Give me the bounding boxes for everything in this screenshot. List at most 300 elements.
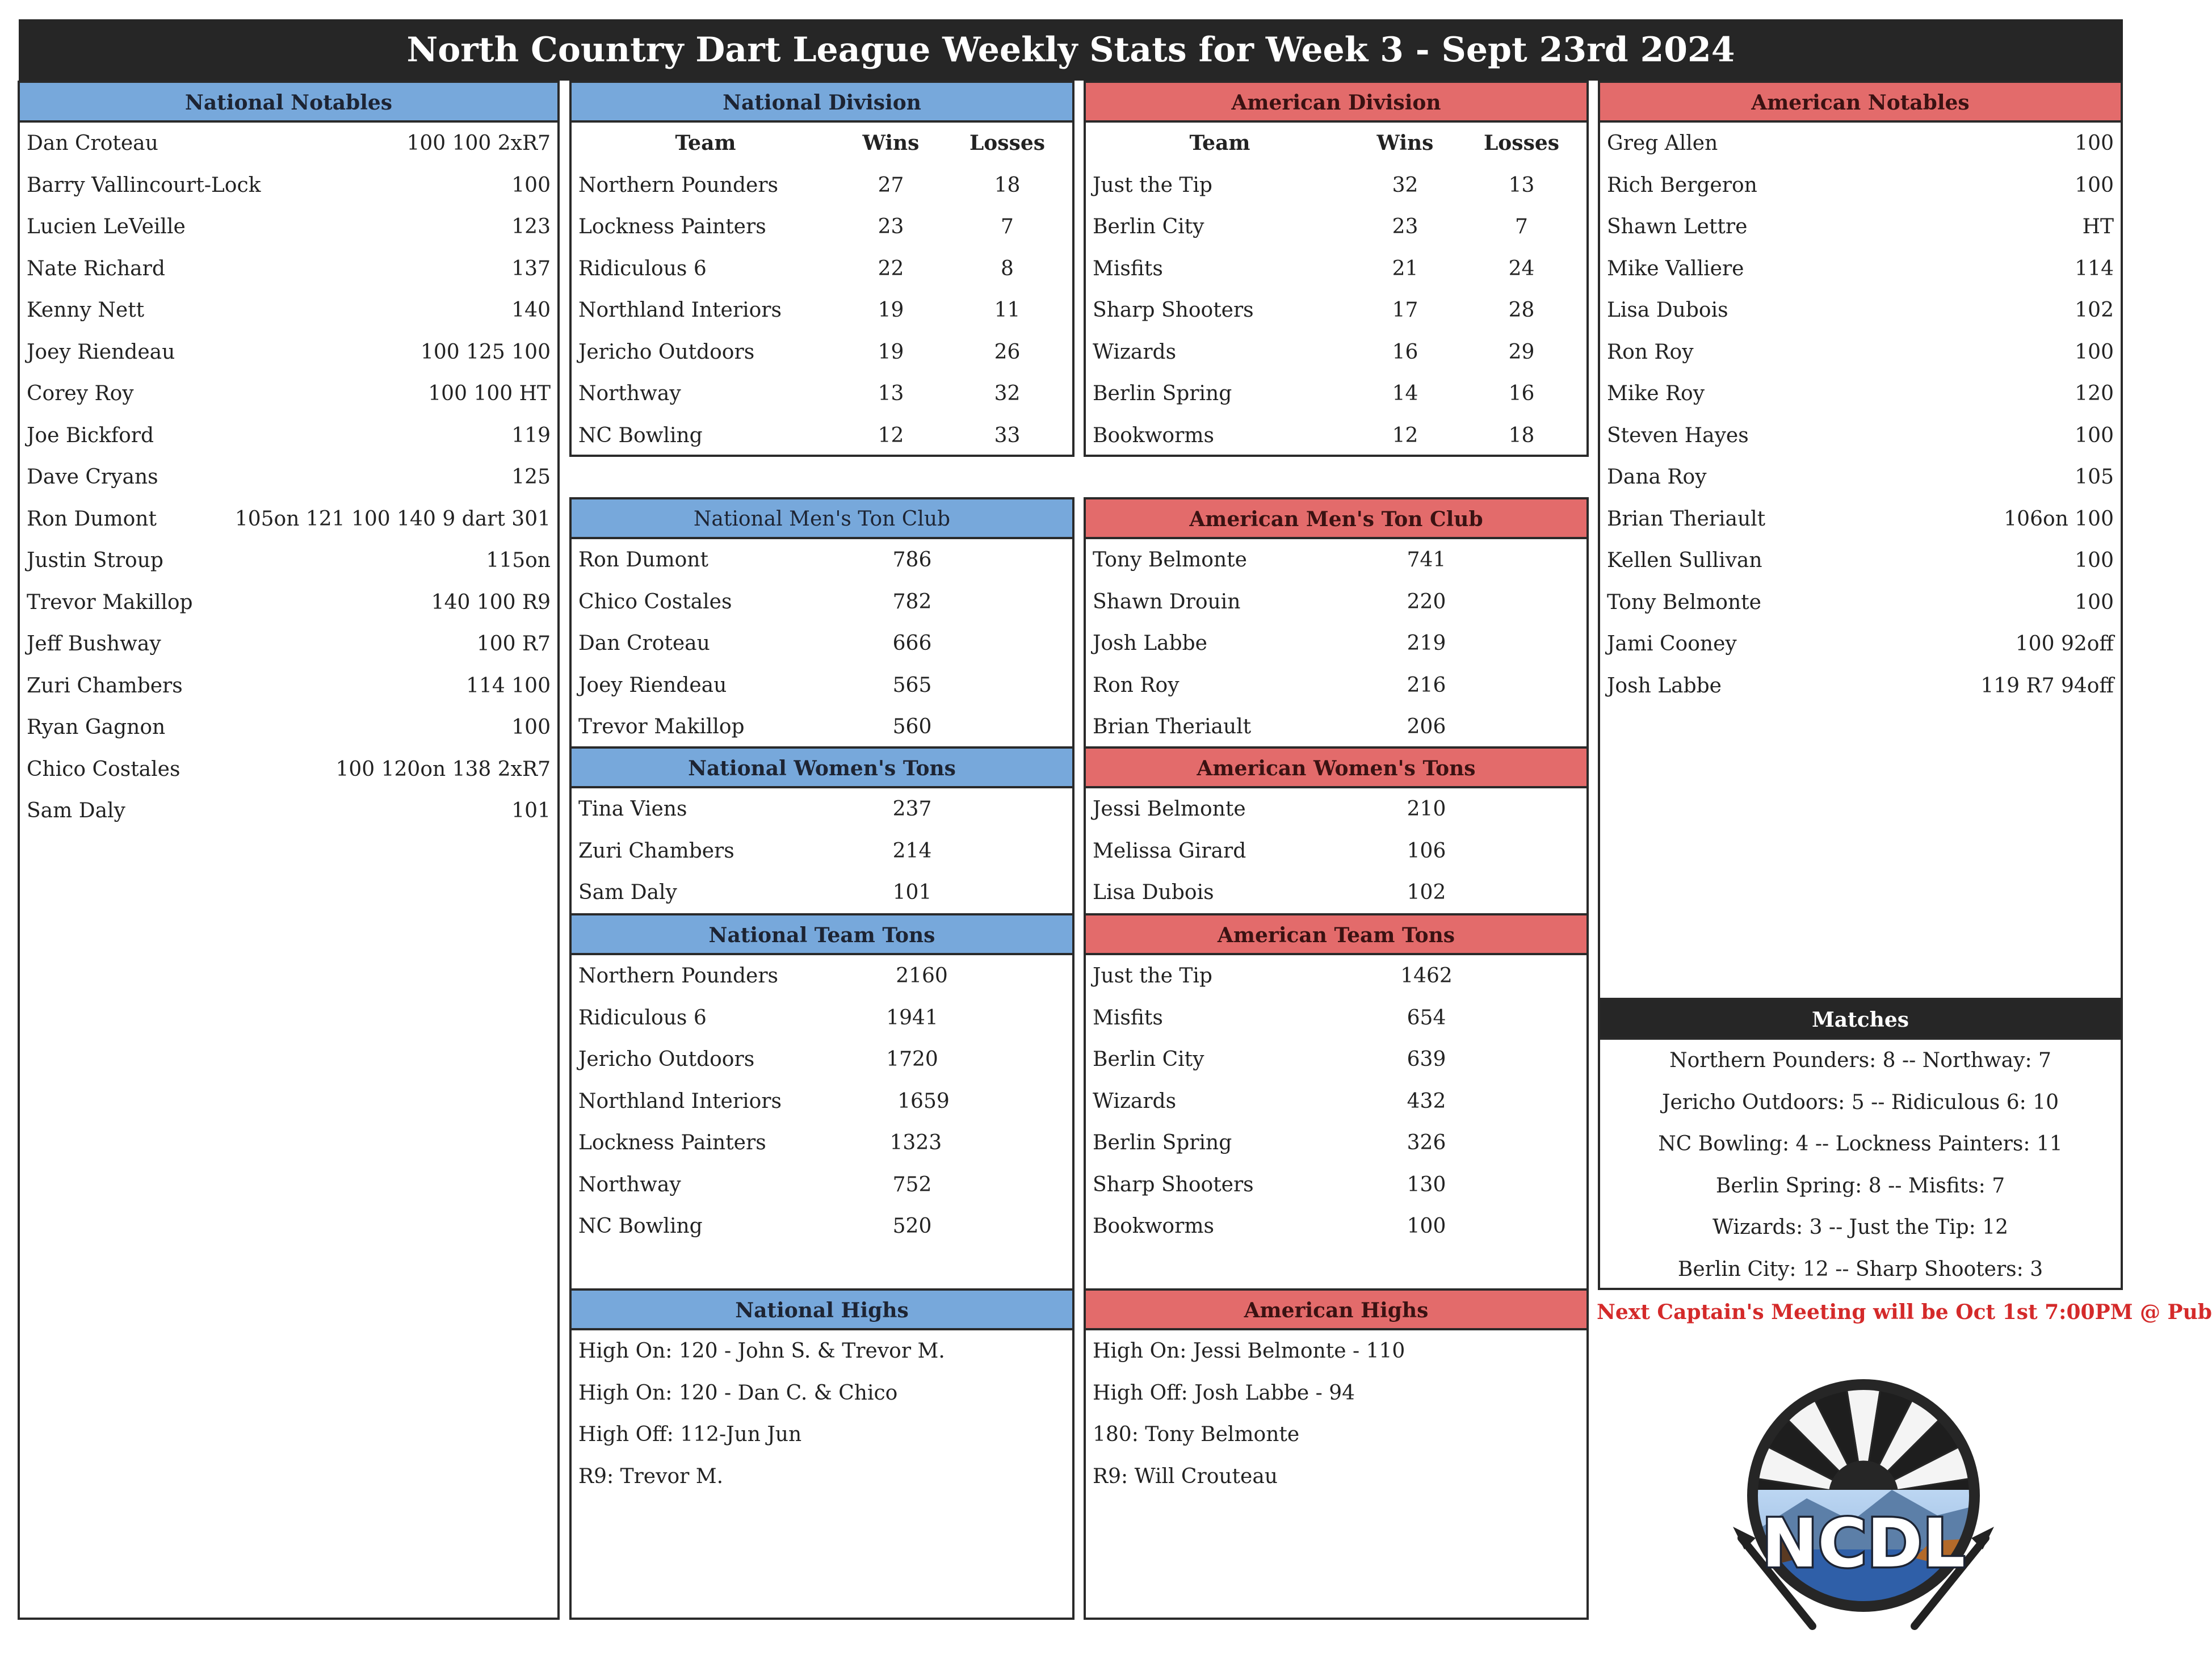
table-row [1600,165,2121,207]
losses-cell: 28 [1508,299,1535,322]
entry-name: Dan Croteau [578,632,710,655]
table-row [1086,872,1586,914]
high-entry: High On: 120 - Dan C. & Chico [578,1381,898,1405]
matches-list [1600,1040,2121,1290]
national-highs-panel [569,1288,1074,1620]
player-name: Trevor Makillop [27,590,193,614]
team-name: Just the Tip [1093,173,1212,197]
table-row [1600,498,2121,540]
notable-value: 100 100 2xR7 [406,132,551,155]
american-womens-tons-panel [1084,746,1589,915]
entry-name: NC Bowling [578,1215,703,1238]
table-row [1086,415,1586,457]
wins-cell: 14 [1392,382,1418,405]
team-column-header: Team [1189,131,1250,155]
player-name: Kenny Nett [27,299,145,322]
table-row [1086,289,1586,331]
table-row [572,665,1072,707]
table-row [1600,289,2121,331]
entry-name: Melissa Girard [1093,839,1246,863]
table-row [20,582,557,624]
american-mens-ton-club-header: American Men's Ton Club [1086,499,1586,539]
table-row [572,165,1072,207]
entry-name: Tony Belmonte [1093,548,1247,572]
ton-count: 130 [1407,1173,1446,1196]
notable-value: 115on [486,549,551,572]
ton-count: 216 [1407,673,1446,697]
player-name: Brian Theriault [1607,507,1766,531]
table-row [1086,623,1586,665]
ton-count: 432 [1407,1089,1446,1113]
table-row [1600,248,2121,290]
table-row [572,1081,1072,1123]
losses-cell: 18 [1508,423,1535,447]
entry-name: Berlin City [1093,1048,1204,1071]
notable-value: 100 [511,173,551,197]
ton-count: 214 [892,839,932,863]
team-name: Wizards [1093,340,1177,364]
table-row [1086,1122,1586,1164]
player-name: Joe Bickford [27,423,154,447]
player-name: Ron Dumont [27,507,157,531]
national-notables-list [20,123,557,832]
player-name: Chico Costales [27,757,181,781]
table-row [1086,248,1586,290]
ton-count: 1941 [886,1006,938,1030]
entry-name: Northland Interiors [578,1089,782,1113]
american-division-column-headers [1086,123,1586,165]
national-mens-ton-club-list [572,539,1072,748]
notable-value: 114 [2075,257,2114,280]
ton-count: 2160 [896,964,948,988]
team-name: Sharp Shooters [1093,299,1254,322]
notable-value: 100 [2075,132,2114,155]
notable-value: 100 92off [2015,632,2114,656]
player-name: Nate Richard [27,257,165,280]
losses-cell: 18 [994,173,1021,197]
team-name: Misfits [1093,257,1163,280]
national-notables-panel [18,81,560,1620]
table-row [1086,165,1586,207]
ton-count: 326 [1407,1131,1446,1154]
table-row [572,539,1072,581]
notable-value: 105on 121 100 140 9 dart 301 [234,507,551,531]
wins-cell: 17 [1392,299,1418,322]
table-row [1086,331,1586,373]
american-highs-header: American Highs [1086,1291,1586,1330]
table-row [1600,373,2121,415]
table-row [572,955,1072,997]
player-name: Sam Daly [27,799,125,822]
ton-count: 654 [1407,1006,1446,1030]
ton-count: 101 [892,881,932,904]
ton-count: 565 [892,673,932,697]
table-row [1086,206,1586,248]
table-row [20,165,557,207]
national-division-table [572,165,1072,457]
entry-name: Jericho Outdoors [578,1048,755,1071]
ton-count: 206 [1407,715,1446,738]
table-row [572,373,1072,415]
american-mens-ton-club-panel [1084,497,1589,749]
ton-count: 782 [892,590,932,614]
ton-count: 560 [892,715,932,738]
notable-value: 105 [2075,465,2114,489]
table-row [1086,539,1586,581]
wins-cell: 23 [878,215,904,238]
table-row [572,1205,1072,1247]
notable-value: 100 100 HT [428,382,551,405]
ton-count: 210 [1407,797,1446,821]
wins-cell: 12 [878,423,904,447]
team-name: Northland Interiors [578,299,782,322]
notable-value: 100 120on 138 2xR7 [335,757,551,781]
table-row [1086,955,1586,997]
wins-cell: 27 [878,173,904,197]
national-womens-tons-list [572,788,1072,914]
table-row [20,623,557,665]
ncdl-logo-graphic [1722,1368,2005,1635]
entry-name: Ridiculous 6 [578,1006,707,1030]
table-row [20,498,557,540]
american-notables-panel [1598,81,2123,1000]
notable-value: 120 [2075,382,2114,405]
table-row [20,248,557,290]
wins-cell: 16 [1392,340,1418,364]
player-name: Josh Labbe [1607,674,1722,698]
player-name: Lisa Dubois [1607,299,1728,322]
ton-count: 219 [1407,632,1446,655]
ton-count: 741 [1407,548,1446,572]
national-mens-ton-club-panel [569,497,1074,749]
ton-count: 102 [1407,881,1446,904]
american-notables-list [1600,123,2121,707]
notable-value: 106on 100 [2004,507,2114,531]
dartboard-logo-icon [1722,1368,2005,1635]
table-row [1600,623,2121,665]
table-row [20,331,557,373]
wins-cell: 19 [878,299,904,322]
entry-name: Sharp Shooters [1093,1173,1254,1196]
ton-count: 520 [892,1215,932,1238]
table-row [572,581,1072,623]
entry-name: Zuri Chambers [578,839,734,863]
national-division-header: National Division [572,83,1072,123]
page-title: North Country Dart League Weekly Stats for Week 3 - Sept 23rd 2024 [19,19,2123,81]
notable-value: 101 [511,799,551,822]
player-name: Joey Riendeau [27,340,175,364]
notable-value: 102 [2075,299,2114,322]
high-entry: R9: Will Crouteau [1093,1464,1278,1488]
ton-count: 666 [892,632,932,655]
match-result: Northern Pounders: 8 -- Northway: 7 [1669,1049,2051,1072]
losses-cell: 7 [1001,215,1014,238]
player-name: Rich Bergeron [1607,173,1757,197]
wins-cell: 23 [1392,215,1418,238]
player-name: Tony Belmonte [1607,590,1761,614]
table-row [1600,665,2121,707]
ton-count: 220 [1407,590,1446,614]
table-row [20,206,557,248]
team-name: Bookworms [1093,423,1214,447]
wins-cell: 12 [1392,423,1418,447]
entry-name: Ron Dumont [578,548,708,572]
notable-value: HT [2082,215,2114,238]
notable-value: 125 [511,465,551,489]
national-team-tons-list [572,955,1072,1247]
losses-cell: 16 [1508,382,1535,405]
table-row [1086,581,1586,623]
american-division-header: American Division [1086,83,1586,123]
national-womens-tons-header: National Women's Tons [572,749,1072,788]
table-row [572,872,1072,914]
notable-value: 100 [2075,173,2114,197]
table-row [572,830,1072,872]
entry-name: Berlin Spring [1093,1131,1232,1154]
ton-count: 1462 [1400,964,1453,988]
entry-name: Tina Viens [578,797,687,821]
entry-name: Misfits [1093,1006,1163,1030]
player-name: Ron Roy [1607,340,1694,364]
table-row [20,456,557,498]
table-row [1600,582,2121,624]
match-result: Berlin Spring: 8 -- Misfits: 7 [1715,1174,2005,1198]
entry-name: Josh Labbe [1093,632,1207,655]
table-row [572,623,1072,665]
national-womens-tons-panel [569,746,1074,915]
wins-column-header: Wins [1376,131,1434,155]
ton-count: 752 [892,1173,932,1196]
table-row [1086,997,1586,1039]
entry-name: Sam Daly [578,881,677,904]
table-row [1600,415,2121,457]
matches-header: Matches [1600,1000,2121,1040]
logo-text: NCDL [1761,1504,1966,1582]
american-mens-ton-club-list [1086,539,1586,748]
national-notables-header: National Notables [20,83,557,123]
entry-name: Northway [578,1173,681,1196]
ton-count: 100 [1407,1215,1446,1238]
losses-column-header: Losses [969,131,1046,155]
american-division-table [1086,165,1586,457]
team-column-header: Team [675,131,736,155]
wins-cell: 21 [1392,257,1418,280]
ton-count: 237 [892,797,932,821]
team-name: Jericho Outdoors [578,340,755,364]
notable-value: 100 R7 [476,632,551,656]
ton-count: 639 [1407,1048,1446,1071]
table-row [20,540,557,582]
match-result: Jericho Outdoors: 5 -- Ridiculous 6: 10 [1662,1090,2059,1114]
national-team-tons-panel [569,913,1074,1291]
table-row [1086,373,1586,415]
player-name: Ryan Gagnon [27,716,166,739]
notable-value: 140 [511,299,551,322]
american-notables-header: American Notables [1600,83,2121,123]
table-row [572,331,1072,373]
player-name: Dave Cryans [27,465,158,489]
table-row [1086,1205,1586,1247]
losses-cell: 33 [994,423,1021,447]
table-row [572,1039,1072,1081]
american-team-tons-list [1086,955,1586,1247]
table-row [572,415,1072,457]
table-row [1086,830,1586,872]
entry-name: Chico Costales [578,590,732,614]
wins-column-header: Wins [862,131,920,155]
table-row [20,123,557,165]
table-row [1086,1081,1586,1123]
american-womens-tons-list [1086,788,1586,914]
notable-value: 100 125 100 [420,340,551,364]
table-row [572,1164,1072,1206]
player-name: Mike Roy [1607,382,1705,405]
national-mens-ton-club-header: National Men's Ton Club [572,499,1072,539]
notable-value: 100 [511,716,551,739]
team-name: Ridiculous 6 [578,257,707,280]
losses-cell: 24 [1508,257,1535,280]
table-row [1086,706,1586,748]
player-name: Zuri Chambers [27,674,183,698]
losses-column-header: Losses [1483,131,1560,155]
high-entry: 180: Tony Belmonte [1093,1423,1300,1446]
entry-name: Northern Pounders [578,964,779,988]
captains-meeting-notice: Next Captain's Meeting will be Oct 1st 7:00PM @ Pub [1597,1300,2212,1324]
national-highs-header: National Highs [572,1291,1072,1330]
losses-cell: 7 [1515,215,1528,238]
table-row [20,707,557,749]
team-name: Berlin Spring [1093,382,1232,405]
entry-name: Shawn Drouin [1093,590,1241,614]
notable-value: 100 [2075,549,2114,572]
match-result: NC Bowling: 4 -- Lockness Painters: 11 [1658,1132,2063,1156]
ton-count: 1720 [886,1048,938,1071]
player-name: Corey Roy [27,382,134,405]
losses-cell: 29 [1508,340,1535,364]
table-row [20,790,557,832]
entry-name: Bookworms [1093,1215,1214,1238]
player-name: Steven Hayes [1607,423,1749,447]
team-name: Berlin City [1093,215,1204,238]
national-division-column-headers [572,123,1072,165]
table-row [1600,456,2121,498]
table-row [20,289,557,331]
table-row [20,665,557,707]
player-name: Greg Allen [1607,132,1718,155]
high-entry: High Off: 112-Jun Jun [578,1423,802,1446]
entry-name: Jessi Belmonte [1093,797,1246,821]
player-name: Dan Croteau [27,132,158,155]
match-result: Berlin City: 12 -- Sharp Shooters: 3 [1677,1257,2043,1281]
table-row [572,248,1072,290]
player-name: Jami Cooney [1607,632,1737,656]
losses-cell: 26 [994,340,1021,364]
wins-cell: 13 [878,382,904,405]
notable-value: 137 [511,257,551,280]
entry-name: Wizards [1093,1089,1177,1113]
player-name: Justin Stroup [27,549,163,572]
american-highs-list [1086,1330,1586,1497]
table-row [1600,540,2121,582]
high-entry: High Off: Josh Labbe - 94 [1093,1381,1355,1405]
wins-cell: 32 [1392,173,1418,197]
table-row [572,706,1072,748]
entry-name: Just the Tip [1093,964,1212,988]
losses-cell: 13 [1508,173,1535,197]
wins-cell: 22 [878,257,904,280]
table-row [20,415,557,457]
ton-count: 786 [892,548,932,572]
team-name: Northway [578,382,681,405]
table-row [572,1122,1072,1164]
entry-name: Ron Roy [1093,673,1180,697]
american-division-panel [1084,81,1589,457]
match-result: Wizards: 3 -- Just the Tip: 12 [1712,1216,2009,1239]
table-row [572,289,1072,331]
notable-value: 119 R7 94off [1980,674,2114,698]
team-name: Northern Pounders [578,173,779,197]
player-name: Dana Roy [1607,465,1707,489]
high-entry: High On: 120 - John S. & Trevor M. [578,1339,945,1363]
ton-count: 1323 [889,1131,942,1154]
national-division-panel [569,81,1074,457]
table-row [1600,206,2121,248]
high-entry: R9: Trevor M. [578,1464,724,1488]
team-name: Lockness Painters [578,215,766,238]
player-name: Kellen Sullivan [1607,549,1762,572]
losses-cell: 32 [994,382,1021,405]
notable-value: 114 100 [466,674,551,698]
ton-count: 106 [1407,839,1446,863]
american-highs-panel [1084,1288,1589,1620]
entry-name: Lisa Dubois [1093,881,1214,904]
player-name: Mike Valliere [1607,257,1744,280]
notable-value: 123 [511,215,551,238]
national-highs-list [572,1330,1072,1497]
high-entry: High On: Jessi Belmonte - 110 [1093,1339,1405,1363]
table-row [20,749,557,791]
table-row [572,788,1072,830]
ton-count: 1659 [897,1089,950,1113]
player-name: Lucien LeVeille [27,215,186,238]
matches-panel [1598,998,2123,1290]
american-womens-tons-header: American Women's Tons [1086,749,1586,788]
table-row [572,206,1072,248]
national-team-tons-header: National Team Tons [572,915,1072,955]
notable-value: 100 [2075,340,2114,364]
player-name: Barry Vallincourt-Lock [27,173,261,197]
entry-name: Lockness Painters [578,1131,766,1154]
entry-name: Brian Theriault [1093,715,1252,738]
team-name: NC Bowling [578,423,703,447]
notable-value: 100 [2075,423,2114,447]
entry-name: Trevor Makillop [578,715,745,738]
table-row [20,373,557,415]
notable-value: 100 [2075,590,2114,614]
losses-cell: 11 [994,299,1021,322]
table-row [1086,788,1586,830]
table-row [1086,1039,1586,1081]
table-row [1600,123,2121,165]
wins-cell: 19 [878,340,904,364]
american-team-tons-panel [1084,913,1589,1291]
table-row [1600,331,2121,373]
notable-value: 119 [511,423,551,447]
american-team-tons-header: American Team Tons [1086,915,1586,955]
table-row [572,997,1072,1039]
table-row [1086,665,1586,707]
notable-value: 140 100 R9 [431,590,551,614]
